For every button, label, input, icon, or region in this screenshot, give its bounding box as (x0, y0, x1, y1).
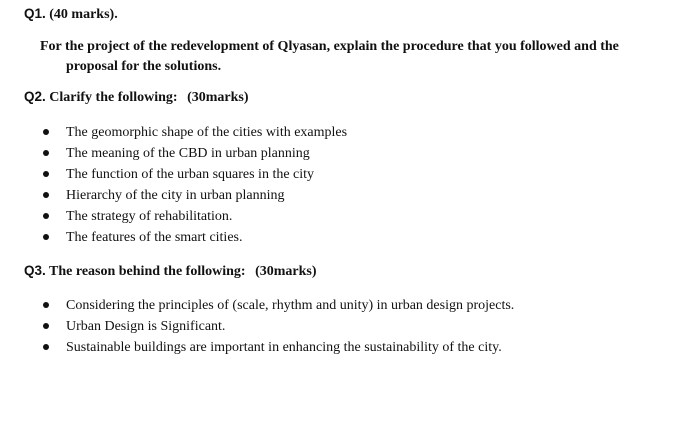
list-item (40, 164, 347, 185)
list-item (40, 206, 347, 227)
q1-body-line2: proposal for the solutions. (66, 59, 222, 74)
q3-item-text: Considering the principles of (scale, rhythm and unity) in urban design projects. (66, 298, 515, 313)
bullet-icon (43, 323, 49, 329)
q2-marks: (30marks) (187, 90, 249, 105)
q3-item-text: Urban Design is Significant. (66, 319, 226, 334)
list-item (40, 295, 514, 316)
q1-heading (24, 6, 118, 23)
q3-number: Q3. (24, 263, 46, 278)
list-item (40, 143, 347, 164)
q2-item-text: Hierarchy of the city in urban planning (66, 188, 285, 203)
list-item (40, 185, 347, 206)
bullet-icon (43, 192, 49, 198)
q2-item-text: The function of the urban squares in the city (66, 167, 315, 182)
bullet-icon (43, 213, 49, 219)
q2-item-text: The meaning of the CBD in urban planning (66, 146, 310, 161)
q1-number: Q1. (24, 6, 46, 21)
q2-item-text: The features of the smart cities. (66, 230, 243, 245)
list-item (40, 316, 514, 337)
q2-heading (24, 89, 249, 106)
list-item (40, 227, 347, 248)
q2-bullet-list (40, 122, 347, 248)
q3-marks: (30marks) (255, 264, 317, 279)
q3-item-text: Sustainable buildings are important in enhancing the sustainability of the city. (66, 340, 502, 355)
q2-item-text: The strategy of rehabilitation. (66, 209, 233, 224)
q3-bullet-list (40, 295, 514, 358)
q1-marks: (40 marks). (49, 7, 118, 22)
q3-heading (24, 263, 317, 280)
bullet-icon (43, 129, 49, 135)
bullet-icon (43, 150, 49, 156)
q2-number: Q2. (24, 89, 46, 104)
q2-title: Clarify the following: (49, 90, 178, 105)
list-item (40, 122, 347, 143)
list-item (40, 337, 514, 358)
bullet-icon (43, 171, 49, 177)
bullet-icon (43, 234, 49, 240)
q2-item-text: The geomorphic shape of the cities with examples (66, 125, 348, 140)
bullet-icon (43, 344, 49, 350)
q1-question-text (40, 37, 680, 77)
bullet-icon (43, 302, 49, 308)
q1-body-line1: For the project of the redevelopment of Qlyasan, explain the procedure that you followed and the (40, 39, 619, 54)
q3-title: The reason behind the following: (49, 264, 246, 279)
